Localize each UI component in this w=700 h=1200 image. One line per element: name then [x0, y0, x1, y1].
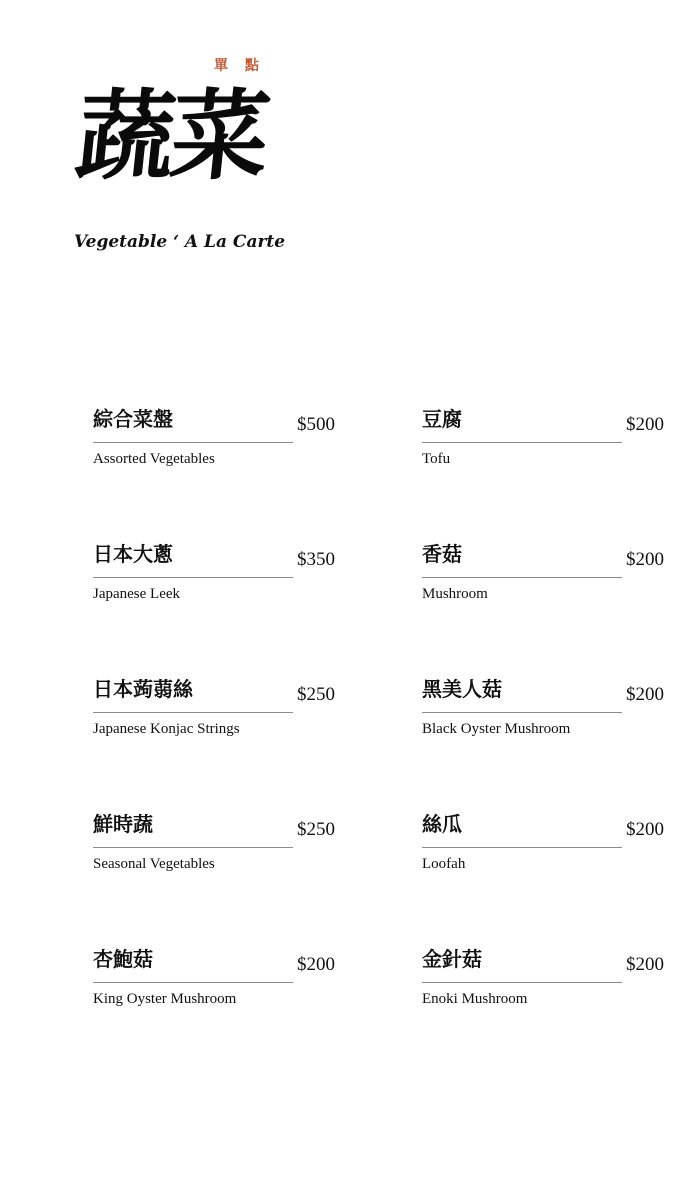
item-name-chinese: 黑美人菇 — [422, 677, 502, 701]
menu-item-japanese-konjac-strings — [93, 675, 343, 771]
item-divider — [93, 982, 293, 983]
menu-item-enoki-mushroom — [422, 945, 672, 1041]
item-name-chinese: 日本大蔥 — [93, 542, 173, 566]
menu-item-tofu — [422, 405, 672, 501]
category-tag: 單 點 — [214, 58, 265, 74]
menu-item-mushroom — [422, 540, 672, 636]
item-price: $250 — [297, 684, 335, 705]
item-price: $200 — [626, 819, 664, 840]
item-price: $200 — [626, 549, 664, 570]
item-name-english: Loofah — [422, 856, 466, 872]
item-name-english: Black Oyster Mushroom — [422, 721, 571, 737]
item-name-chinese: 綜合菜盤 — [93, 407, 173, 431]
item-price: $250 — [297, 819, 335, 840]
item-divider — [422, 442, 622, 443]
item-price: $200 — [626, 684, 664, 705]
menu-item-black-oyster-mushroom — [422, 675, 672, 771]
item-price: $500 — [297, 414, 335, 435]
menu-item-king-oyster-mushroom — [93, 945, 343, 1041]
item-divider — [422, 982, 622, 983]
item-divider — [93, 847, 293, 848]
page-title-english: Vegetable ‘ A La Carte — [74, 232, 286, 252]
item-price: $200 — [626, 414, 664, 435]
item-divider — [93, 712, 293, 713]
item-divider — [422, 577, 622, 578]
menu-item-loofah — [422, 810, 672, 906]
item-name-chinese: 豆腐 — [422, 407, 462, 431]
item-price: $200 — [626, 954, 664, 975]
item-divider — [93, 577, 293, 578]
item-name-chinese: 絲瓜 — [422, 812, 462, 836]
item-name-chinese: 日本蒟蒻絲 — [93, 677, 193, 701]
item-name-english: Japanese Leek — [93, 586, 181, 602]
menu-item-seasonal-vegetables — [93, 810, 343, 906]
item-name-english: Enoki Mushroom — [422, 991, 528, 1007]
menu-item-assorted-vegetables — [93, 405, 343, 501]
item-name-english: Seasonal Vegetables — [93, 856, 215, 872]
item-name-chinese: 香菇 — [422, 542, 462, 566]
item-name-chinese: 鮮時蔬 — [93, 812, 153, 836]
item-name-english: Japanese Konjac Strings — [93, 721, 240, 737]
item-divider — [93, 442, 293, 443]
item-price: $350 — [297, 549, 335, 570]
item-name-chinese: 杏鮑菇 — [93, 947, 153, 971]
item-divider — [422, 847, 622, 848]
item-name-english: King Oyster Mushroom — [93, 991, 237, 1007]
item-name-english: Tofu — [422, 451, 451, 467]
item-divider — [422, 712, 622, 713]
item-price: $200 — [297, 954, 335, 975]
item-name-chinese: 金針菇 — [422, 947, 482, 971]
item-name-english: Mushroom — [422, 586, 488, 602]
page-title-chinese: 蔬菜 — [71, 79, 272, 194]
item-name-english: Assorted Vegetables — [93, 451, 215, 467]
menu-item-japanese-leek — [93, 540, 343, 636]
